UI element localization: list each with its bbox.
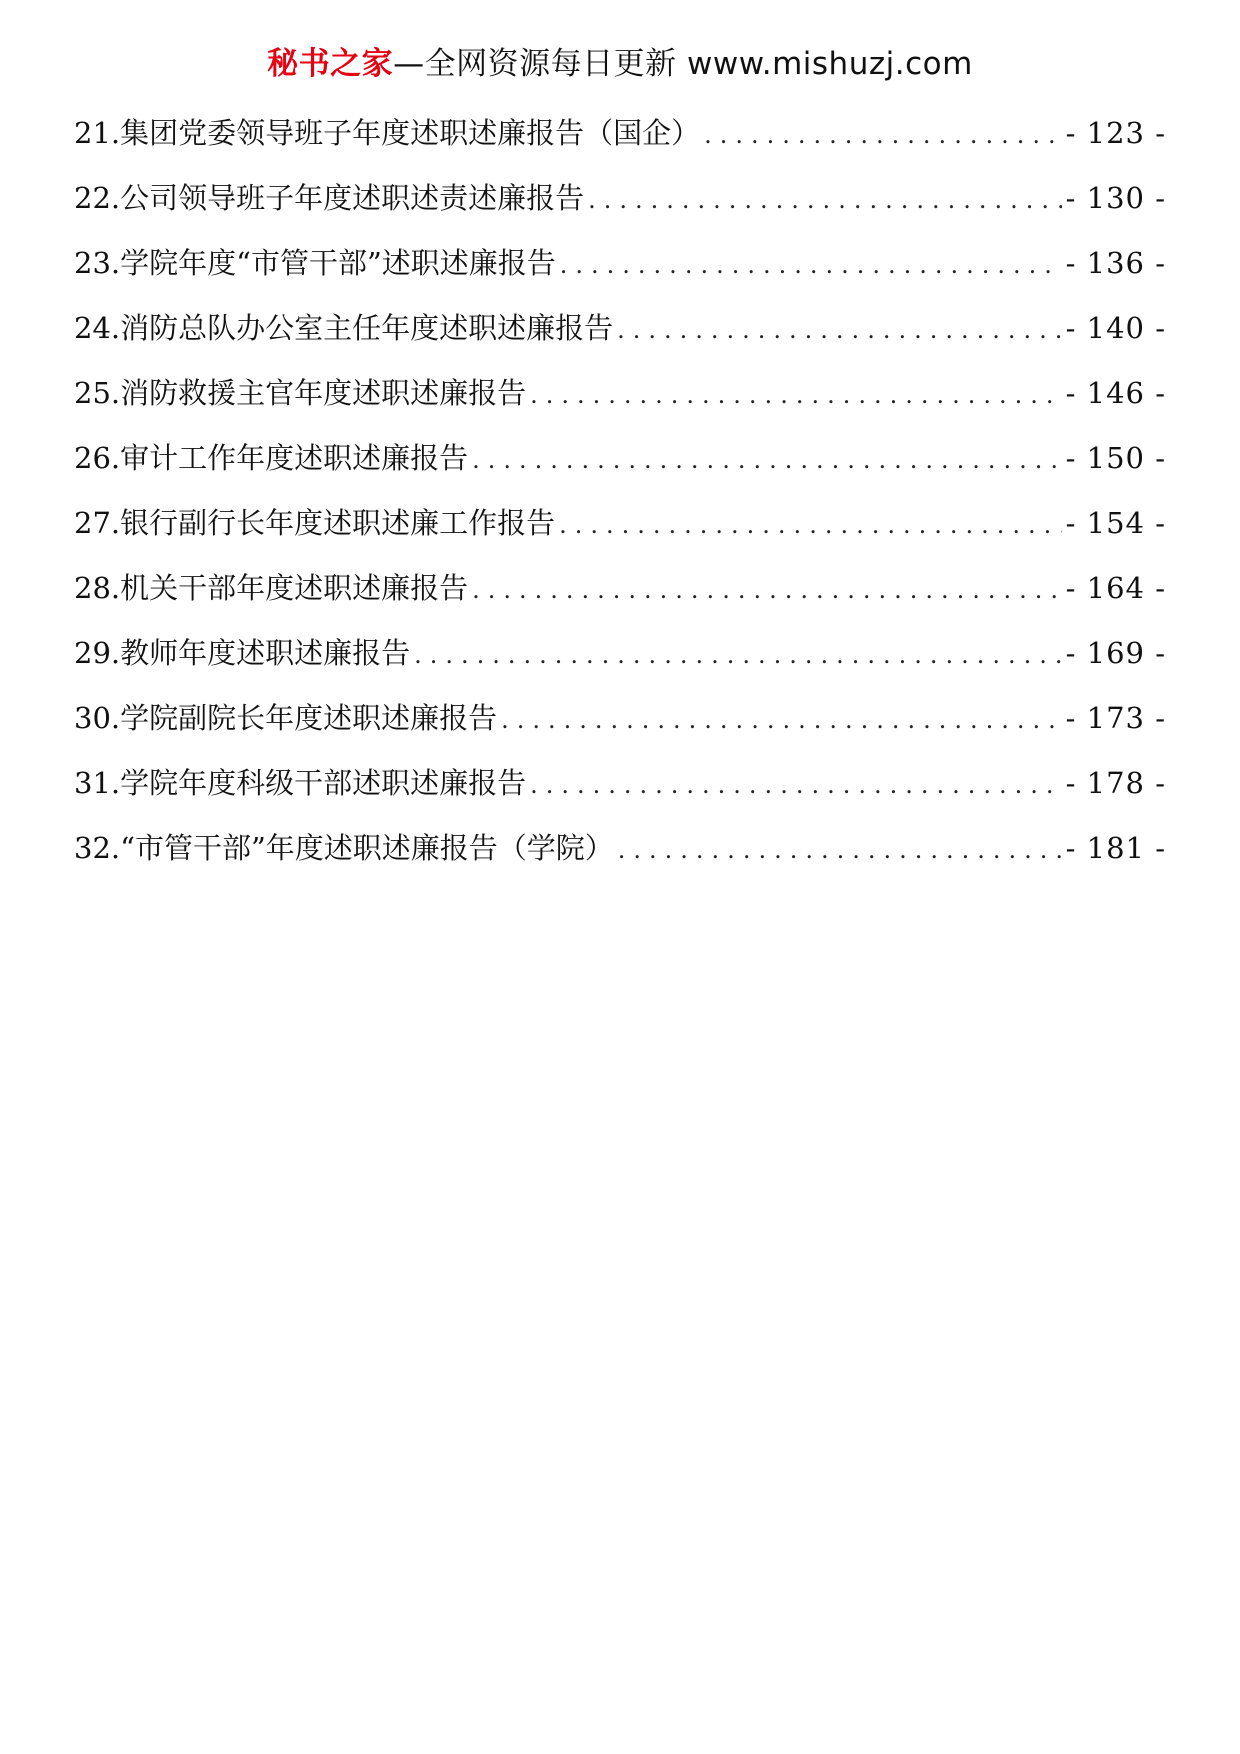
toc-entry-title: 26.审计工作年度述职述廉报告 xyxy=(74,441,469,475)
toc-entry[interactable] xyxy=(74,238,1166,303)
toc-entry[interactable] xyxy=(74,758,1166,823)
toc-entry-page: - 136 - xyxy=(1065,246,1166,280)
dot-leader xyxy=(414,630,1061,680)
toc-entry-page: - 140 - xyxy=(1065,311,1166,345)
toc-entry-page: - 150 - xyxy=(1065,441,1166,475)
dot-leader xyxy=(618,825,1062,875)
toc-entry-page: - 130 - xyxy=(1065,181,1166,215)
toc-entry-title: 31.学院年度科级干部述职述廉报告 xyxy=(74,766,527,800)
toc-entry-page: - 173 - xyxy=(1065,701,1166,735)
toc-entry-title: 28.机关干部年度述职述廉报告 xyxy=(74,571,469,605)
toc-entry-title: 27.银行副行长年度述职述廉工作报告 xyxy=(74,506,556,540)
dot-leader xyxy=(472,565,1061,615)
dot-leader xyxy=(704,110,1061,160)
toc-entry[interactable] xyxy=(74,433,1166,498)
dot-leader xyxy=(588,175,1061,225)
toc-entry[interactable] xyxy=(74,628,1166,693)
dot-leader xyxy=(530,370,1061,420)
toc-entry-title: 23.学院年度“市管干部”述职述廉报告 xyxy=(74,246,556,280)
table-of-contents xyxy=(74,108,1166,888)
toc-entry[interactable] xyxy=(74,693,1166,758)
toc-entry-title: 25.消防救援主官年度述职述廉报告 xyxy=(74,376,527,410)
toc-entry[interactable] xyxy=(74,303,1166,368)
toc-entry-page: - 178 - xyxy=(1065,766,1166,800)
toc-entry-title: 32.“市管干部”年度述职述廉报告（学院） xyxy=(74,831,614,865)
toc-entry-title: 21.集团党委领导班子年度述职述廉报告（国企） xyxy=(74,116,701,150)
toc-entry[interactable] xyxy=(74,173,1166,238)
toc-entry-page: - 123 - xyxy=(1065,116,1166,150)
toc-entry[interactable] xyxy=(74,368,1166,433)
toc-entry[interactable] xyxy=(74,108,1166,173)
toc-entry-page: - 181 - xyxy=(1065,831,1166,865)
toc-entry[interactable] xyxy=(74,823,1166,888)
toc-entry-title: 24.消防总队办公室主任年度述职述廉报告 xyxy=(74,311,614,345)
toc-entry-page: - 169 - xyxy=(1065,636,1166,670)
dot-leader xyxy=(560,240,1062,290)
page-header xyxy=(0,42,1240,86)
toc-entry-title: 22.公司领导班子年度述职述责述廉报告 xyxy=(74,181,585,215)
dot-leader xyxy=(530,760,1061,810)
toc-entry[interactable] xyxy=(74,563,1166,628)
dot-leader xyxy=(501,695,1061,745)
header-tagline: —全网资源每日更新 www.mishuzj.com xyxy=(393,46,973,82)
toc-entry-page: - 154 - xyxy=(1065,506,1166,540)
toc-entry-title: 30.学院副院长年度述职述廉报告 xyxy=(74,701,498,735)
toc-entry-title: 29.教师年度述职述廉报告 xyxy=(74,636,411,670)
dot-leader xyxy=(472,435,1061,485)
toc-entry[interactable] xyxy=(74,498,1166,563)
toc-entry-page: - 164 - xyxy=(1065,571,1166,605)
toc-entry-page: - 146 - xyxy=(1065,376,1166,410)
brand-name: 秘书之家 xyxy=(267,46,394,82)
dot-leader xyxy=(617,305,1061,355)
dot-leader xyxy=(559,500,1061,550)
